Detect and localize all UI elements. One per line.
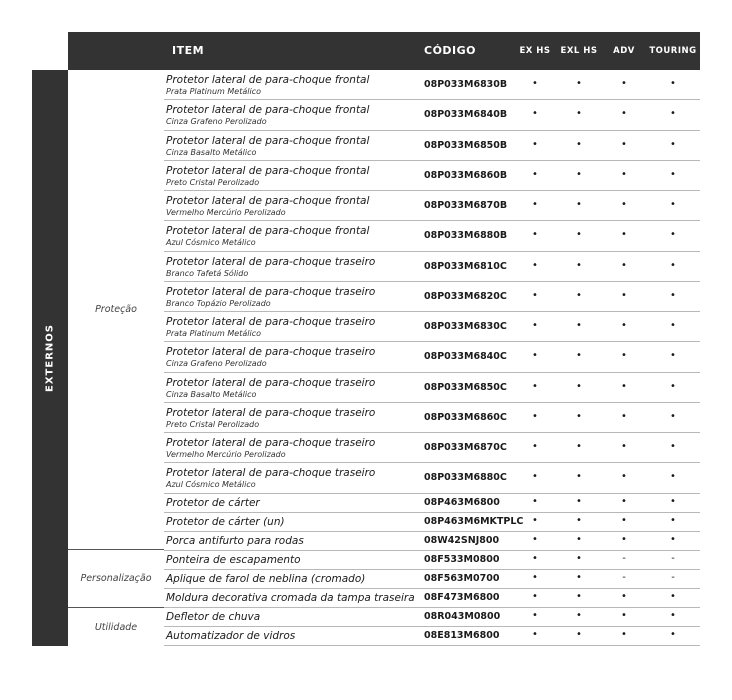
item-code: 08P033M6810C: [424, 260, 507, 272]
group-label-protecao: Proteção: [95, 304, 137, 315]
table-row: [164, 131, 700, 161]
table-row: [164, 403, 700, 433]
availability-mark: •: [670, 168, 676, 180]
availability-mark: •: [670, 441, 676, 452]
item-name: Defletor de chuva: [166, 610, 261, 623]
table-row: [164, 161, 700, 191]
availability-mark: •: [532, 289, 538, 301]
availability-mark: •: [621, 441, 627, 452]
item-code: 08P033M6850C: [424, 381, 507, 393]
item-name: Protetor lateral de para-choque traseiro: [166, 316, 376, 328]
item-name: Protetor lateral de para-choque traseiro: [166, 255, 376, 268]
group-label-utilidade: Utilidade: [94, 621, 138, 633]
table-row: [164, 532, 700, 551]
item-code: 08P033M6830C: [424, 321, 507, 332]
table-row: [164, 282, 700, 312]
availability-mark: •: [576, 609, 582, 621]
availability-mark: •: [670, 108, 676, 120]
availability-mark: •: [621, 590, 627, 602]
availability-mark: •: [670, 229, 676, 241]
item-code: 08P033M6830B: [424, 79, 508, 90]
item-name: Protetor lateral de para-choque traseiro: [166, 376, 376, 389]
availability-mark: •: [576, 410, 582, 422]
availability-mark: •: [532, 471, 538, 483]
availability-mark: •: [532, 380, 538, 392]
availability-mark: •: [670, 78, 676, 89]
availability-mark: •: [532, 138, 538, 150]
availability-mark: •: [670, 320, 676, 331]
availability-mark: •: [576, 289, 582, 301]
availability-mark: •: [532, 229, 538, 241]
item-name: Moldura decorativa cromada da tampa traseira: [166, 591, 415, 604]
item-code: 08P463M6800: [424, 496, 500, 508]
availability-mark: •: [532, 259, 538, 271]
header-version-ex-hs: EX HS: [519, 46, 551, 56]
availability-mark: •: [670, 410, 676, 422]
availability-mark: •: [576, 571, 582, 583]
table-row: [164, 100, 700, 130]
table-row: [164, 221, 700, 251]
availability-mark: •: [621, 289, 627, 301]
item-name: Protetor de cárter (un): [166, 515, 285, 528]
header-item: ITEM: [172, 44, 205, 57]
availability-mark: •: [670, 289, 676, 301]
item-name: Protetor lateral de para-choque frontal: [166, 104, 370, 117]
item-name: Protetor lateral de para-choque frontal: [166, 134, 370, 147]
item-name: Protetor lateral de para-choque traseiro: [166, 285, 376, 298]
table-row: [164, 70, 700, 100]
item-color: Azul Cósmico Metálico: [166, 238, 256, 248]
availability-mark: •: [576, 471, 582, 483]
item-color: Cinza Grafeno Perolizado: [166, 359, 267, 369]
availability-mark: •: [532, 552, 538, 564]
availability-mark: •: [670, 533, 676, 545]
availability-mark: •: [576, 320, 582, 331]
table-row: [164, 252, 700, 282]
availability-mark: •: [532, 628, 538, 640]
item-code: 08P033M6820C: [424, 290, 507, 302]
availability-mark: •: [576, 552, 582, 564]
availability-mark: •: [576, 514, 582, 526]
availability-mark: •: [576, 138, 582, 150]
section-label: EXTERNOS: [44, 324, 56, 392]
availability-mark: •: [532, 410, 538, 422]
availability-mark: •: [621, 259, 627, 271]
item-code: 08P033M6860C: [424, 411, 507, 423]
table-row: [164, 570, 700, 589]
availability-mark: •: [621, 380, 627, 392]
availability-mark: •: [576, 350, 582, 362]
item-color: Vermelho Mercúrio Perolizado: [166, 450, 286, 459]
item-color: Prata Platinum Metálico: [166, 87, 261, 96]
availability-mark: •: [670, 609, 676, 621]
table-row: [164, 627, 700, 646]
table-row: [164, 312, 700, 342]
table-body: [164, 70, 700, 646]
availability-mark: •: [576, 259, 582, 271]
item-code: 08P033M6880C: [424, 472, 507, 484]
item-name: Protetor lateral de para-choque traseiro: [166, 406, 376, 419]
table-row: [164, 373, 700, 403]
item-name: Protetor lateral de para-choque traseiro: [166, 346, 376, 359]
availability-mark: •: [576, 533, 582, 545]
availability-mark: •: [532, 108, 538, 120]
table-row: [164, 551, 700, 570]
table-row: [164, 494, 700, 513]
availability-mark: •: [670, 199, 676, 210]
availability-mark: •: [532, 441, 538, 452]
item-code: 08P033M6840B: [424, 109, 508, 121]
availability-mark: •: [670, 350, 676, 362]
item-name: Protetor lateral de para-choque frontal: [166, 195, 370, 207]
availability-mark: •: [670, 380, 676, 392]
item-name: Protetor lateral de para-choque frontal: [166, 74, 370, 86]
availability-mark: •: [670, 471, 676, 483]
availability-mark: •: [670, 628, 676, 640]
availability-mark: •: [670, 495, 676, 507]
item-color: Azul Cósmico Metálico: [166, 480, 256, 490]
availability-mark: •: [532, 168, 538, 180]
item-code: 08E813M6800: [424, 629, 500, 641]
availability-mark: •: [670, 259, 676, 271]
item-name: Protetor lateral de para-choque frontal: [166, 225, 370, 238]
availability-mark: •: [576, 108, 582, 120]
availability-mark: •: [532, 199, 538, 210]
availability-mark: •: [621, 350, 627, 362]
table-row: [164, 342, 700, 372]
table-header: [68, 32, 700, 70]
item-name: Aplique de farol de neblina (cromado): [166, 572, 366, 585]
availability-mark: •: [621, 78, 627, 89]
item-name: Automatizador de vidros: [166, 629, 296, 642]
availability-mark: •: [532, 495, 538, 507]
table-row: [164, 433, 700, 463]
availability-mark: •: [532, 514, 538, 526]
header-version-exl-hs: EXL HS: [560, 46, 598, 56]
item-code: 08P033M6860B: [424, 169, 508, 181]
availability-mark: •: [532, 590, 538, 602]
availability-mark: •: [621, 410, 627, 422]
availability-mark: •: [621, 609, 627, 621]
availability-mark: -: [622, 552, 626, 564]
item-code: 08F533M0800: [424, 553, 500, 565]
availability-mark: •: [576, 168, 582, 180]
availability-mark: •: [621, 514, 627, 526]
item-color: Cinza Grafeno Perolizado: [166, 117, 267, 127]
item-code: 08P033M6870C: [424, 442, 507, 453]
item-code: 08P033M6870B: [424, 200, 508, 211]
item-color: Vermelho Mercúrio Perolizado: [166, 208, 286, 217]
availability-mark: -: [671, 571, 675, 583]
availability-mark: •: [621, 471, 627, 483]
availability-mark: •: [532, 350, 538, 362]
availability-mark: •: [532, 571, 538, 583]
availability-mark: •: [621, 628, 627, 640]
availability-mark: •: [621, 495, 627, 507]
item-color: Preto Cristal Perolizado: [166, 419, 260, 429]
item-code: 08P033M6880B: [424, 230, 508, 242]
item-color: Cinza Basalto Metálico: [166, 389, 257, 399]
availability-mark: •: [621, 138, 627, 150]
item-name: Protetor lateral de para-choque traseiro: [166, 467, 376, 480]
item-name: Protetor de cárter: [166, 496, 260, 509]
availability-mark: -: [622, 571, 626, 583]
availability-mark: •: [532, 320, 538, 331]
header-version-touring: TOURING: [649, 46, 697, 56]
item-color: Branco Topázio Perolizado: [166, 298, 271, 308]
availability-mark: •: [576, 229, 582, 241]
group-label-personalizacao: Personalização: [80, 573, 152, 584]
item-code: 08P033M6850B: [424, 139, 508, 151]
availability-mark: •: [621, 320, 627, 331]
availability-mark: •: [621, 229, 627, 241]
availability-mark: •: [621, 199, 627, 210]
item-name: Ponteira de escapamento: [166, 553, 301, 566]
item-code: 08F473M6800: [424, 591, 500, 603]
item-name: Porca antifurto para rodas: [166, 534, 304, 547]
availability-mark: •: [621, 108, 627, 120]
availability-mark: •: [532, 609, 538, 621]
availability-mark: •: [532, 533, 538, 545]
availability-mark: •: [621, 533, 627, 545]
header-code: CÓDIGO: [424, 44, 477, 57]
item-color: Cinza Basalto Metálico: [166, 147, 257, 157]
item-name: Protetor lateral de para-choque traseiro: [166, 437, 376, 449]
availability-mark: •: [670, 138, 676, 150]
table-row: [164, 191, 700, 221]
header-version-adv: ADV: [613, 46, 635, 56]
item-color: Branco Tafetá Sólido: [166, 268, 249, 278]
availability-mark: •: [670, 514, 676, 526]
item-code: 08R043M0800: [424, 610, 501, 622]
availability-mark: •: [576, 590, 582, 602]
availability-mark: •: [532, 78, 538, 89]
item-name: Protetor lateral de para-choque frontal: [166, 164, 370, 177]
item-code: 08P463M6MKTPLC: [424, 515, 524, 527]
item-color: Prata Platinum Metálico: [166, 329, 261, 338]
availability-mark: •: [621, 168, 627, 180]
availability-mark: •: [576, 628, 582, 640]
availability-mark: •: [576, 199, 582, 210]
item-color: Preto Cristal Perolizado: [166, 177, 260, 187]
item-code: 08P033M6840C: [424, 351, 507, 363]
availability-mark: •: [576, 380, 582, 392]
table-row: [164, 463, 700, 493]
availability-mark: •: [576, 78, 582, 89]
table-row: [164, 513, 700, 532]
section-label-bar: [32, 70, 68, 646]
availability-mark: •: [576, 495, 582, 507]
availability-mark: •: [576, 441, 582, 452]
item-code: 08W42SNJ800: [424, 534, 500, 546]
table-row: [164, 608, 700, 627]
availability-mark: -: [671, 552, 675, 564]
availability-mark: •: [670, 590, 676, 602]
item-code: 08F563M0700: [424, 572, 500, 584]
table-row: [164, 589, 700, 608]
